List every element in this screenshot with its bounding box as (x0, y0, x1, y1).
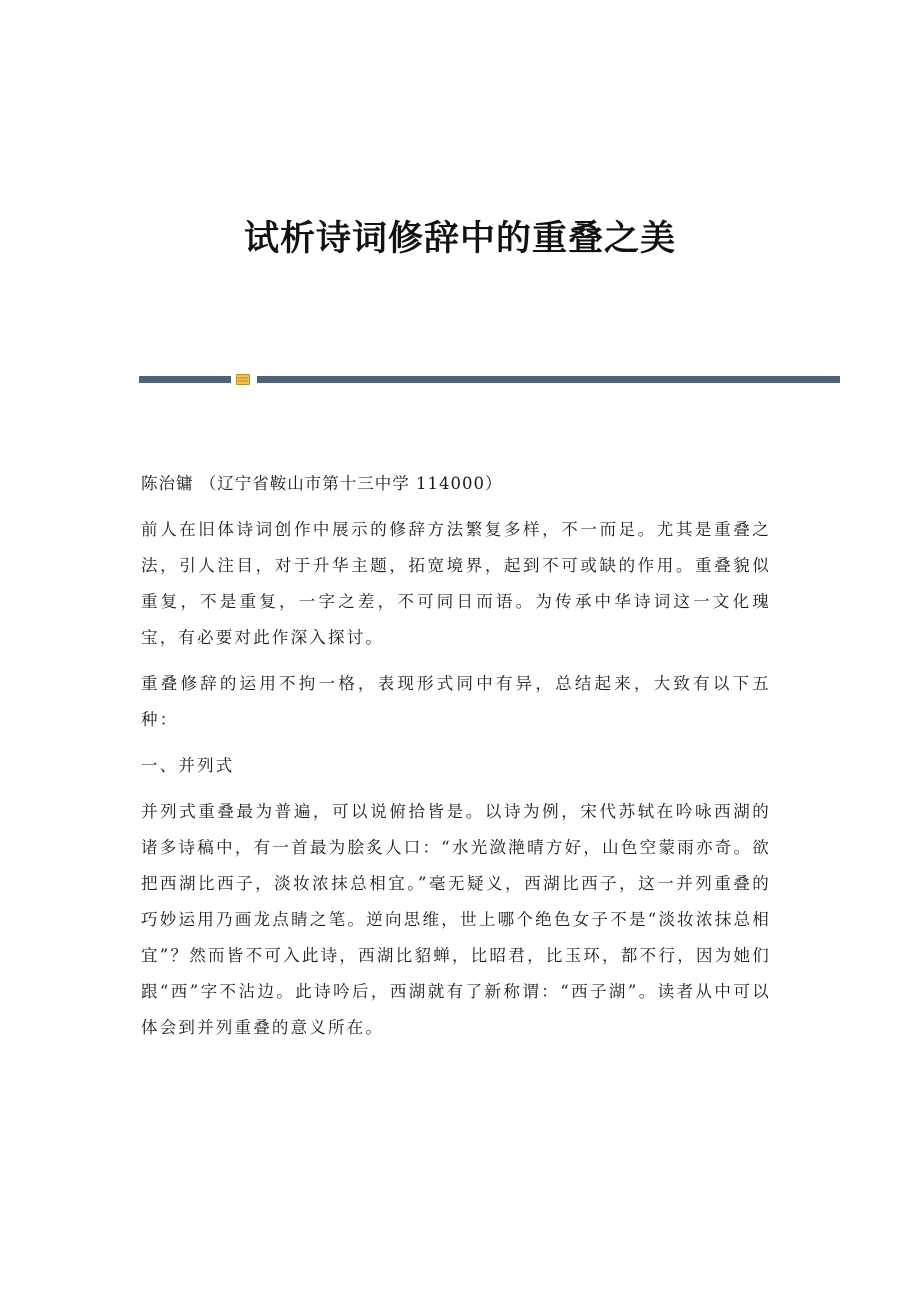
paragraph-parallel: 并列式重叠最为普遍，可以说俯拾皆是。以诗为例，宋代苏轼在吟咏西湖的诸多诗稿中，有一首最为脍炙人口：“水光潋滟晴方好，山色空蒙雨亦奇。欲把西湖比西子，淡妆浓抹总相宜。”毫无疑义，西湖比西子，这一并列重叠的巧妙运用乃画龙点睛之笔。逆向思维，世上哪个绝色女子不是“淡妆浓抹总相宜”？然而皆不可入此诗，西湖比貂蝉，比昭君，比玉环，都不行，因为她们跟“西”字不沾边。此诗吟后，西湖就有了新称谓：“西子湖”。读者从中可以体会到并列重叠的意义所在。 (141, 802, 771, 1037)
divider-bar-right (257, 376, 840, 383)
title-divider (139, 372, 840, 386)
ornament-frame (237, 375, 250, 385)
document-title: 试析诗词修辞中的重叠之美 (243, 218, 676, 259)
divider-ornament-icon (236, 374, 250, 385)
divider-bar-left (139, 376, 231, 383)
section-heading-parallel: 一、并列式 (141, 756, 235, 775)
paragraph-intro: 前人在旧体诗词创作中展示的修辞方法繁复多样，不一而足。尤其是重叠之法，引人注目，对于升华主题，拓宽境界，起到不可或缺的作用。重叠貌似重复，不是重复，一字之差，不可同日而语。为传承中华诗词这一文化瑰宝，有必要对此作深入探讨。 (141, 520, 771, 647)
document-body (141, 466, 771, 1046)
paragraph-summary: 重叠修辞的运用不拘一格，表现形式同中有异，总结起来，大致有以下五种： (141, 674, 771, 729)
author-line: 陈治镛 （辽宁省鞍山市第十三中学 114000） (141, 474, 503, 493)
